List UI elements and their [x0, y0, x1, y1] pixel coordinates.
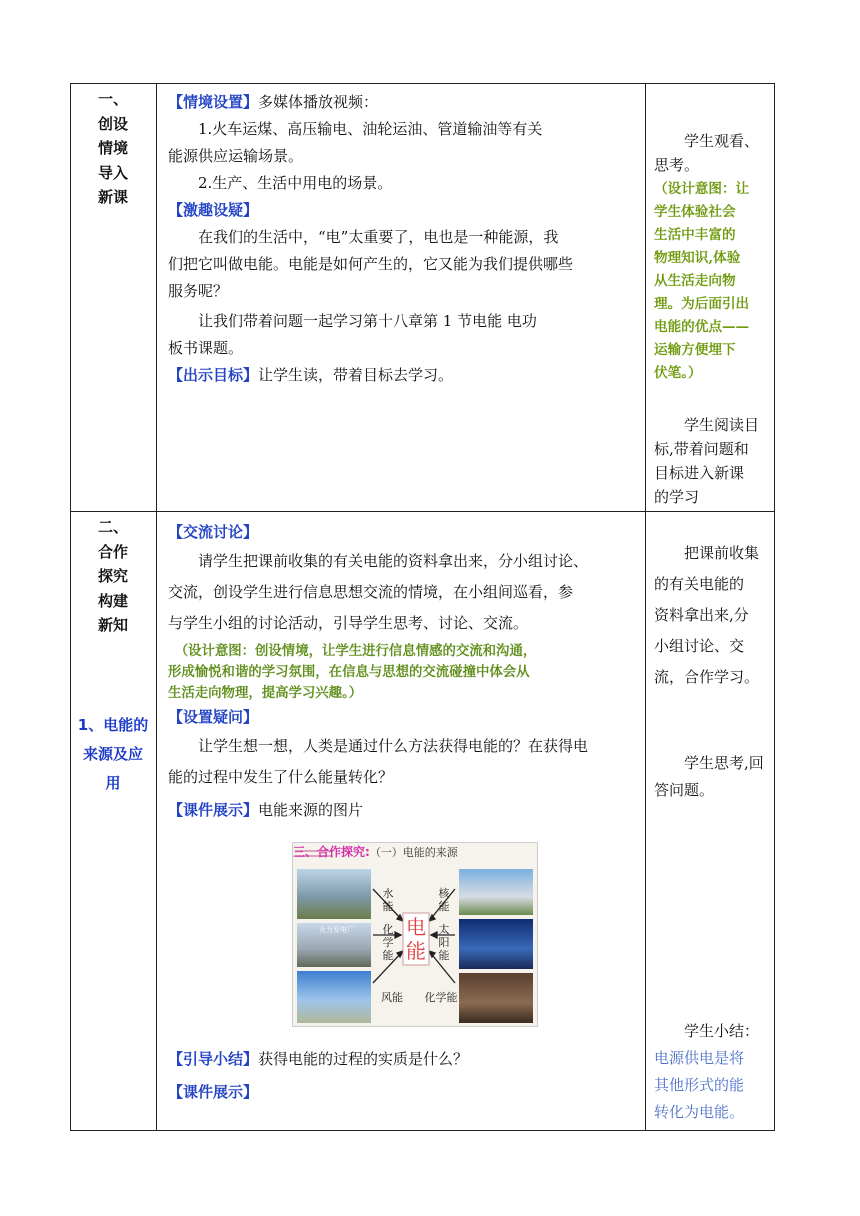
paragraph-line: 让我们带着问题一起学习第十八章第 1 节电能 电功	[198, 312, 537, 330]
battery-photo	[459, 973, 533, 1023]
design-intent-2: （设计意图：创设情境，让学生进行信息情感的交流和沟通， 形成愉悦和谐的学习氛围，在信息与思想的交流碰撞中体会从 生活走向物理，提高学习兴趣。）	[168, 643, 537, 701]
label-chemical-left: 化学能	[382, 923, 394, 962]
courseware-show-2: 【课件展示】	[168, 1083, 259, 1101]
substage-energy-source: 1、电能的 来源及应 用	[77, 716, 149, 792]
table-border-bottom	[70, 1130, 775, 1131]
scene-2: 2.生产、生活中用电的场景。	[198, 174, 393, 192]
stage-cell-1: 一、 创设 情境 导入 新课	[97, 90, 128, 206]
solar-satellite-photo	[459, 919, 533, 969]
interest-question-tag: 【激趣设疑】	[168, 201, 259, 219]
label-nuclear: 核能	[438, 887, 450, 913]
discussion-tag: 【交流讨论】	[168, 523, 259, 541]
student-line: 思考。	[654, 156, 700, 174]
content-cell-2	[156, 513, 646, 824]
scene-1-cont: 能源供应运输场景。	[168, 147, 304, 165]
discussion-text: 请学生把课前收集的有关电能的资料拿出来，分小组讨论、 交流，创设学生进行信息思想交流的情境，在小组间巡看，参 与学生小组的讨论活动，引导学生思考、讨论、交流。	[168, 552, 589, 632]
student-cell-1	[646, 129, 775, 509]
show-objectives: 【出示目标】让学生读，带着目标去学习。	[168, 366, 454, 384]
paragraph-line: 板书课题。	[168, 339, 244, 357]
nuclear-plant-photo	[459, 869, 533, 915]
paragraph-line: 们把它叫做电能。电能是如何产生的，它又能为我们提供哪些	[168, 255, 574, 273]
design-intent-1: （设计意图：让 学生体验社会 生活中丰富的 物理知识,体验 从生活走向物 理。为后面引出 电能的优点—— 运输方便埋下 伏笔。）	[654, 181, 750, 381]
paragraph-line: 在我们的生活中，“电”太重要了，电也是一种能源，我	[198, 228, 559, 246]
label-hydro: 水能	[382, 887, 394, 913]
guided-summary: 【引导小结】获得电能的过程的实质是什么？	[168, 1050, 469, 1068]
thermal-plant-photo: 火力发电厂	[297, 923, 371, 967]
content-cell-1	[156, 83, 646, 389]
paragraph-line: 服务呢？	[168, 282, 229, 300]
paragraph-line: 能的过程中发生了什么能量转化？	[168, 768, 394, 786]
label-wind: 风能	[381, 991, 403, 1004]
hydro-dam-photo	[297, 869, 371, 919]
diagram-title: 三、合作探究:（一）电能的来源	[293, 845, 458, 859]
label-chemical-right: 化学能	[424, 991, 458, 1004]
student-think: 学生思考,回 答问题。	[654, 754, 764, 799]
student-collect: 把课前收集 的有关电能的 资料拿出来,分 小组讨论、交 流，合作学习。	[654, 544, 760, 686]
student-line: 学生观看、	[684, 132, 760, 150]
situation-setting: 【情境设置】多媒体播放视频：	[168, 93, 379, 111]
label-solar: 太阳能	[438, 923, 450, 962]
courseware-show-1: 【课件展示】电能来源的图片	[168, 801, 364, 819]
center-electric-energy: 电能	[406, 915, 426, 963]
energy-source-diagram	[292, 842, 538, 1027]
stage-cell-2: 二、 合作 探究 构建 新知	[97, 518, 128, 634]
student-summary: 学生小结： 电源供电是将 其他形式的能 转化为电能。	[654, 1022, 760, 1121]
scene-1: 1.火车运煤、高压输电、油轮运油、管道输油等有关	[198, 120, 543, 138]
content-cell-2-bottom	[156, 1040, 646, 1106]
question-tag: 【设置疑问】	[168, 708, 259, 726]
row-divider	[70, 511, 775, 512]
student-reading: 学生阅读目 标,带着问题和 目标进入新课 的学习	[654, 416, 760, 506]
student-cell-2	[646, 538, 775, 804]
wind-turbine-photo	[297, 971, 371, 1023]
paragraph-line: 让学生想一想，人类是通过什么方法获得电能的？在获得电	[198, 737, 589, 755]
